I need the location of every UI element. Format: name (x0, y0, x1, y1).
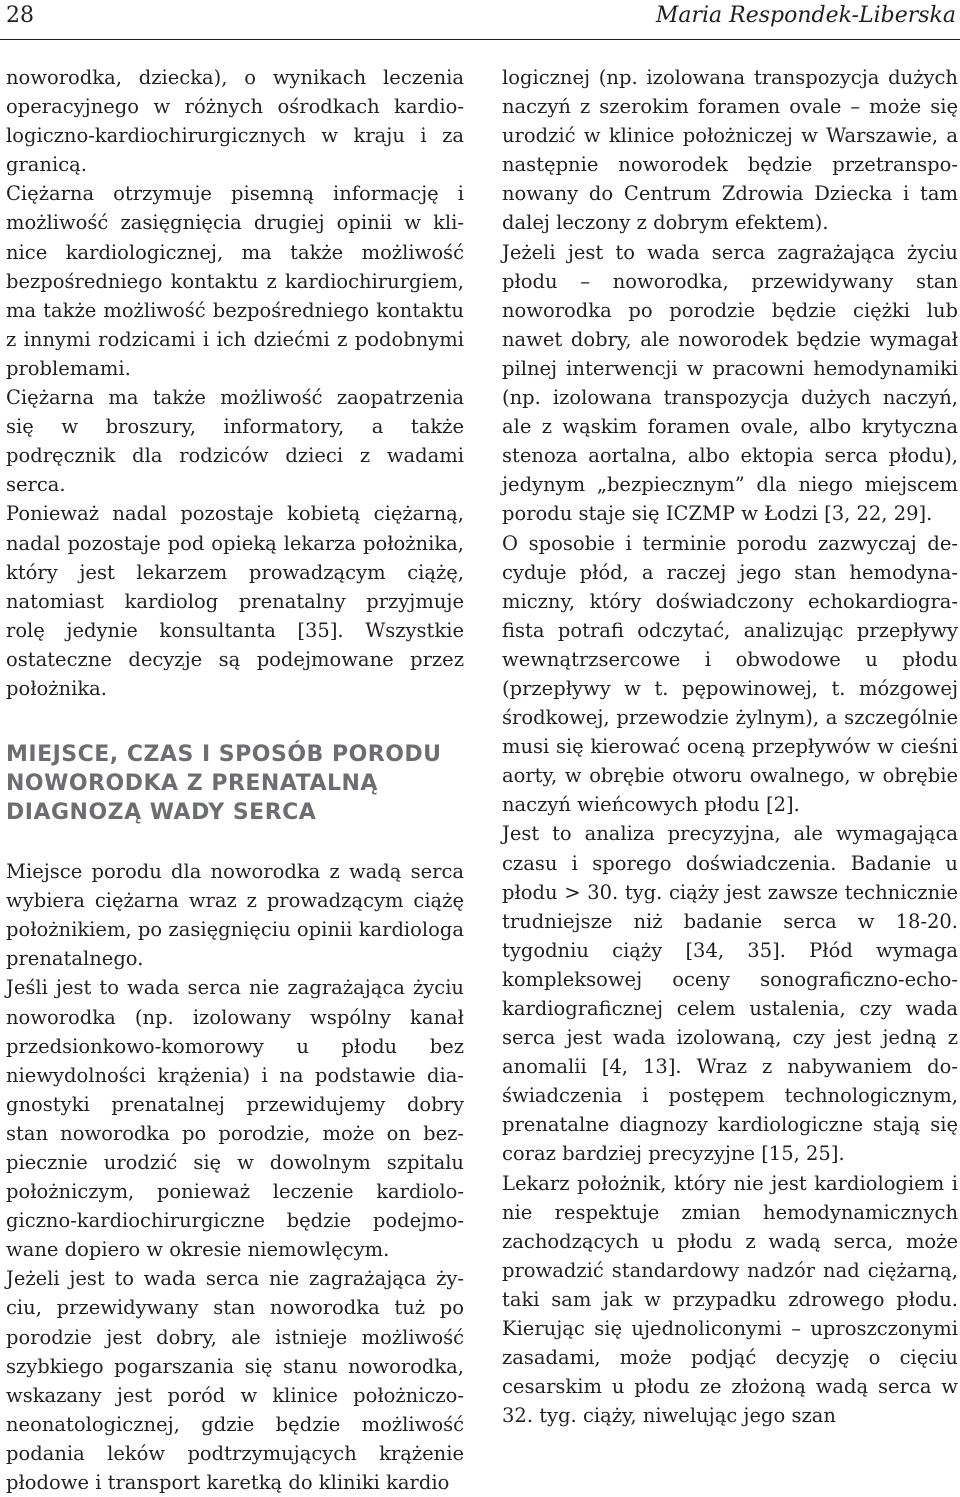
right-column (502, 63, 958, 1430)
paragraph: O sposobie i terminie porodu zazwyczaj decyduje płód, a raczej jego stan hemodynamiczny, który doświadczony echokardiografista potrafi odczytać, analizując przepływy wewnątrzsercowe i obwodowe u płodu (przepływy w t. pępowinowej, t. mózgowej środkowej, przewodzie żylnym), a szczególnie musi się kierować oceną przepływów w cieśni aorty, w obrębie otworu owalnego, w obrębie naczyń wieńcowych płodu [2]. (502, 531, 958, 817)
paragraph: Jeżeli jest to wada serca nie zagrażająca życiu, przewidywany stan noworodka tuż po porodzie jest dobry, ale istnieje możliwość szybkiego pogarszania się stanu noworodka, wskazany jest poród w klinice położniczoneonatologicznej, gdzie będzie możliwość podania leków podtrzymujących krążenie płodowe i transport karetką do kliniki kardio (6, 1267, 464, 1495)
running-head-author: Maria Respondek-Liberska (655, 3, 956, 28)
paragraph: Jeśli jest to wada serca nie zagrażająca życiu noworodka (np. izolowany wspólny kanał przedsionkowo-komorowy u płodu bez niewydolności krążenia) i na podstawie diagnostyki prenatalnej przewidujemy dobry stan noworodka po porodzie, może on bezpiecznie urodzić się w dowolnym szpitalu położniczym, ponieważ leczenie kardiologiczno-kardiochirurgiczne będzie podejmowane dopiero w okresie niemowlęcym. (6, 976, 464, 1262)
page-number: 28 (6, 3, 34, 28)
paragraph: noworodka, dziecka), o wynikach leczenia operacyjnego w różnych ośrodkach kardiologiczno-kardiochirurgicznych w kraju i za granicą. (6, 66, 464, 177)
left-column (6, 63, 464, 1497)
paragraph: Ponieważ nadal pozostaje kobietą ciężarną, nadal pozostaje pod opieką lekarza położnika, który jest lekarzem prowadzącym ciążę, natomiast kardiolog prenatalny przyjmuje rolę jedynie konsultanta [35]. Wszystkie ostateczne decyzje są podejmowane przez położnika. (6, 502, 464, 700)
paragraph: Miejsce porodu dla noworodka z wadą serca wybiera ciężarna wraz z prowadzącym ciążę położnikiem, po zasięgnięciu opinii kardiologa prenatalnego. (6, 860, 464, 971)
paragraph: Ciężarna ma także możliwość zaopatrzenia się w broszury, informatory, a także podręcznik dla rodziców dzieci z wadami serca. (6, 386, 464, 497)
section-heading: MIEJSCE, CZAS I SPOSÓB PORODU NOWORODKA Z PRENATALNĄ DIAGNOZĄ WADY SERCA (6, 742, 442, 826)
paragraph: Lekarz położnik, który nie jest kardiologiem i nie respektuje zmian hemodynamicznych zachodzących u płodu z wadą serca, może prowadzić standardowy nadzór nad ciężarną, taki sam jak w przypadku zdrowego płodu. Kierując się ujednoliconymi – uproszczonymi zasadami, może podjąć decyzję o cięciu cesarskim u płodu ze złożoną wadą serca w 32. tyg. ciąży, niwelując jego szan (502, 1171, 958, 1428)
page-header (0, 0, 960, 40)
paragraph: Jest to analiza precyzyjna, ale wymagająca czasu i sporego doświadczenia. Badanie u płodu > 30. tyg. ciąży jest zawsze technicznie trudniejsze niż badanie serca w 18-20. tygodniu ciąży [34, 35]. Płód wymaga kompleksowej oceny sonograficzno-echokardiograficznej celem ustalenia, czy wada serca jest wada izolowaną, czy jest jedną z anomalii [4, 13]. Wraz z nabywaniem doświadczenia i postępem technologicznym, prenatalne diagnozy kardiologiczne stają się coraz bardziej precyzyjne [15, 25]. (502, 822, 958, 1166)
paragraph: Jeżeli jest to wada serca zagrażająca życiu płodu – noworodka, przewidywany stan noworodka po porodzie będzie ciężki lub nawet dobry, ale noworodek będzie wymagał pilnej interwencji w pracowni hemodynamiki (np. izolowana transpozycja dużych naczyń, ale z wąskim foramen ovale, albo krytyczna stenoza aortalna, albo ektopia serca płodu), jedynym „bezpiecznym” dla niego miejscem porodu staje się ICZMP w Łodzi [3, 22, 29]. (502, 240, 958, 526)
paragraph: logicznej (np. izolowana transpozycja dużych naczyń z szerokim foramen ovale – może się urodzić w klinice położniczej w Warszawie, a następnie noworodek będzie przetransponowany do Centrum Zdrowia Dziecka i tam dalej leczony z dobrym efektem). (502, 66, 958, 235)
paragraph: Ciężarna otrzymuje pisemną informację i możliwość zasięgnięcia drugiej opinii w klinice kardiologicznej, ma także możliwość bezpośredniego kontaktu z kardiochirurgiem, ma także możliwość bezpośredniego kontaktu z innymi rodzicami i ich dziećmi z podobnymi problemami. (6, 182, 464, 380)
